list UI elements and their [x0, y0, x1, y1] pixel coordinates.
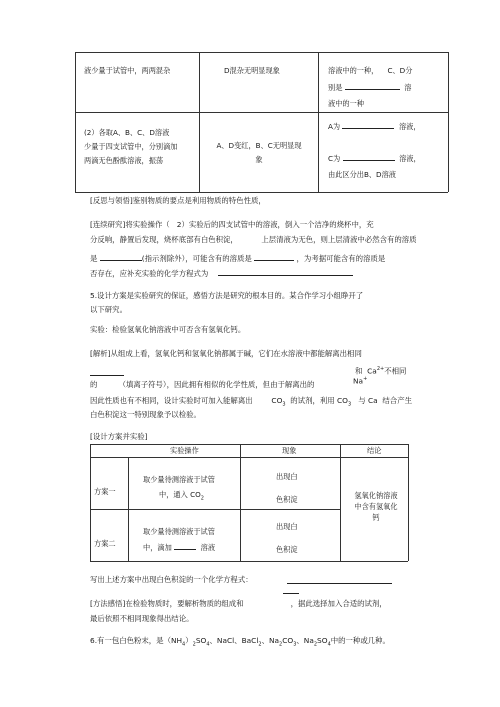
blank-solute-possible[interactable] — [254, 252, 294, 261]
blank-reagent[interactable] — [174, 541, 196, 550]
t1-r1-c2: D混杂无明显现象 — [224, 66, 280, 75]
extend-line-1: [连续研究]将实验操作（ 2）实验后的四支试管中的溶液，倒入一个洁净的烧杯中，充 — [90, 220, 374, 229]
q5-analysis-5: 白色积淀这一特别现象予以检验。 — [90, 410, 201, 419]
extend-line-3: 是 (指示剂除外），可能含有的溶质是 ，为考据可能含有的溶质是 — [90, 254, 386, 263]
q5-line-2: 以下研究。 — [90, 305, 127, 314]
reflection-paragraph: [反思与领悟]鉴别物质的要点是利用物质的特色性质， — [90, 196, 266, 205]
t1-r1-c1: 液少量于试管中，两两混杂 — [84, 66, 171, 75]
q5-analysis-4: 因此性质也有不相同，设计实验时可加入能解离出 $CO_3$ 的试剂，利用 $CO_3$ 与 Ca 结合产生 — [90, 396, 412, 408]
q5-analysis-2: 和 $Ca^{2+}$不相同 — [355, 366, 407, 376]
blank-a[interactable] — [342, 120, 394, 129]
blank-equation-1[interactable] — [218, 267, 353, 276]
q5-line-1: 5.设计方案是实验研究的保证，感悟方法是研究的根本目的。某合作学习小组睁开了 — [90, 291, 364, 300]
blank-method[interactable] — [283, 590, 299, 594]
t1-r2-c2: A、D变红，B、C无明显现 象 — [216, 141, 302, 164]
t2-plan1-label: 方案一 — [94, 487, 116, 496]
t2-header-op: 实验操作 — [170, 446, 199, 455]
method-line-2: 最后依照不相同现象得出结论。 — [90, 614, 194, 623]
t2-header-conclusion: 结论 — [367, 446, 382, 455]
t2-conclusion: 氢氧化钠溶液 中含有氢氧化 钙 — [354, 491, 398, 522]
t2-plan1-op: 取少量待测溶液于试管 中，通入 $CO_2$ — [143, 475, 215, 502]
blank-cd[interactable] — [345, 81, 400, 90]
t2-plan2-phenomenon: 出现白 色积淀 — [276, 522, 298, 554]
t2-plan1-phenomenon: 出现白 色积淀 — [276, 472, 298, 504]
blank-same-ion[interactable] — [90, 367, 124, 376]
q5-na-ion: Na+ — [353, 376, 368, 386]
q6-line: 6.有一包白色粉末，是$(NH_4)_2SO_4$、NaCl、BaCl$_2$、$Na_2CO_3$、$Na_2SO_4$中的一种或几种。 — [90, 636, 390, 648]
t1-r1-c3: 溶液中的一种， C、D分 别是 溶 液中的一种 — [328, 66, 413, 108]
blank-equation-2[interactable] — [287, 575, 392, 584]
q5-analysis-1: [解析]从组成上看，氢氧化钙和氢氧化钠都属于碱，它们在水溶液中都能解离出相同 — [90, 349, 362, 358]
q5-experiment: 实验：检验氢氧化钠溶液中可否含有氢氧化钙。 — [90, 325, 246, 334]
q5-analysis-3: 的 （填离子符号），因此拥有相似的化学性质，但由于解离出的 — [90, 380, 315, 389]
extend-line-2: 分反响，静置后发现，烧杯底部有白色积淀， 上层清液为无色，则上层清液中必然含有的溶质 — [90, 235, 417, 244]
method-line-1: [方法感悟]在检验物质时，要解析物质的组成和 ，据此选择加入合适的试剂， — [90, 599, 387, 608]
write-equation-prompt: 写出上述方案中出现白色积淀的一个化学方程式： — [90, 575, 253, 584]
blank-solute-certain[interactable] — [100, 252, 142, 261]
t1-r2-c1: (2）各取A、B、C、D溶液 少量于四支试管中，分别滴加 两滴无色酚酞溶液，振荡 — [84, 128, 178, 165]
q5-design-title: [设计方案并实验] — [90, 432, 148, 441]
extend-line-4: 否存在，应补充实验的化学方程式为 — [90, 267, 353, 277]
t2-plan2-label: 方案二 — [94, 539, 116, 548]
t1-r2-c3: A为 溶液， C为 溶液， 由此区分出B、D溶液 — [328, 122, 421, 179]
blank-c[interactable] — [343, 152, 395, 161]
t2-plan2-op: 取少量待测溶液于试管 中，滴加 溶液 — [143, 527, 216, 552]
t2-header-phenomenon: 现象 — [282, 446, 297, 455]
